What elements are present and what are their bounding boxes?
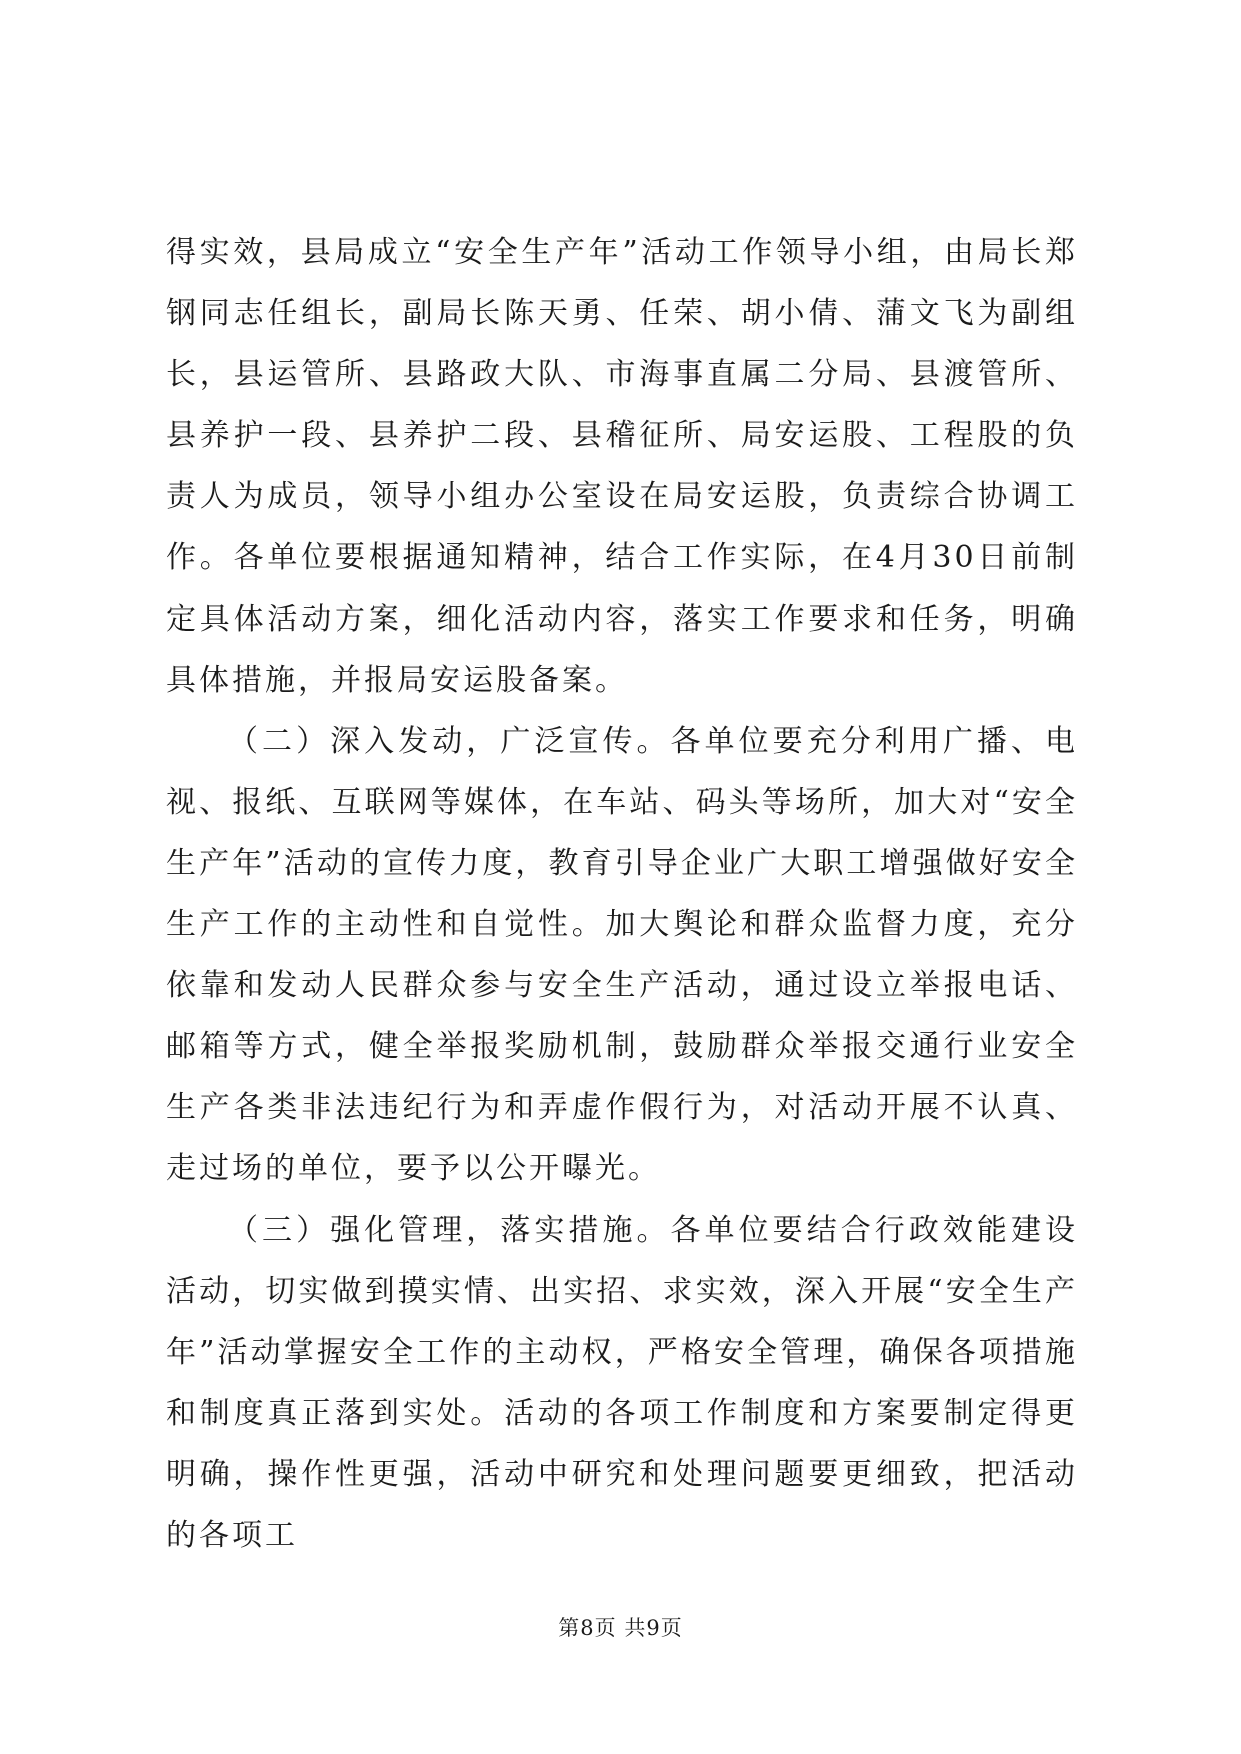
paragraph-continued: 得实效，县局成立“安全生产年”活动工作领导小组，由局长郑钢同志任组长，副局长陈天勇、任荣、胡小倩、蒲文飞为副组长，县运管所、县路政大队、市海事直属二分局、县渡管所、县养护一段、县养护二段、县稽征所、局安运股、工程股的负责人为成员，领导小组办公室设在局安运股，负责综合协调工作。各单位要根据通知精神，结合工作实际，在4月30日前制定具体活动方案，细化活动内容，落实工作要求和任务，明确具体措施，并报局安运股备案。 [166, 235, 1078, 698]
body-text [166, 222, 1078, 1566]
paragraph-management: （三）强化管理，落实措施。各单位要结合行政效能建设活动，切实做到摸实情、出实招、求实效，深入开展“安全生产年”活动掌握安全工作的主动权，严格安全管理，确保各项措施和制度真正落到实处。活动的各项工作制度和方案要制定得更明确，操作性更强，活动中研究和处理问题要更细致，把活动的各项工 [166, 1212, 1078, 1553]
paragraph-publicity: （二）深入发动，广泛宣传。各单位要充分利用广播、电视、报纸、互联网等媒体，在车站、码头等场所，加大对“安全生产年”活动的宣传力度，教育引导企业广大职工增强做好安全生产工作的主动性和自觉性。加大舆论和群众监督力度，充分依靠和发动人民群众参与安全生产活动，通过设立举报电话、邮箱等方式，健全举报奖励机制，鼓励群众举报交通行业安全生产各类非法违纪行为和弄虚作假行为，对活动开展不认真、走过场的单位，要予以公开曝光。 [166, 723, 1078, 1187]
page-footer: 第8页 共9页 [558, 1616, 683, 1640]
